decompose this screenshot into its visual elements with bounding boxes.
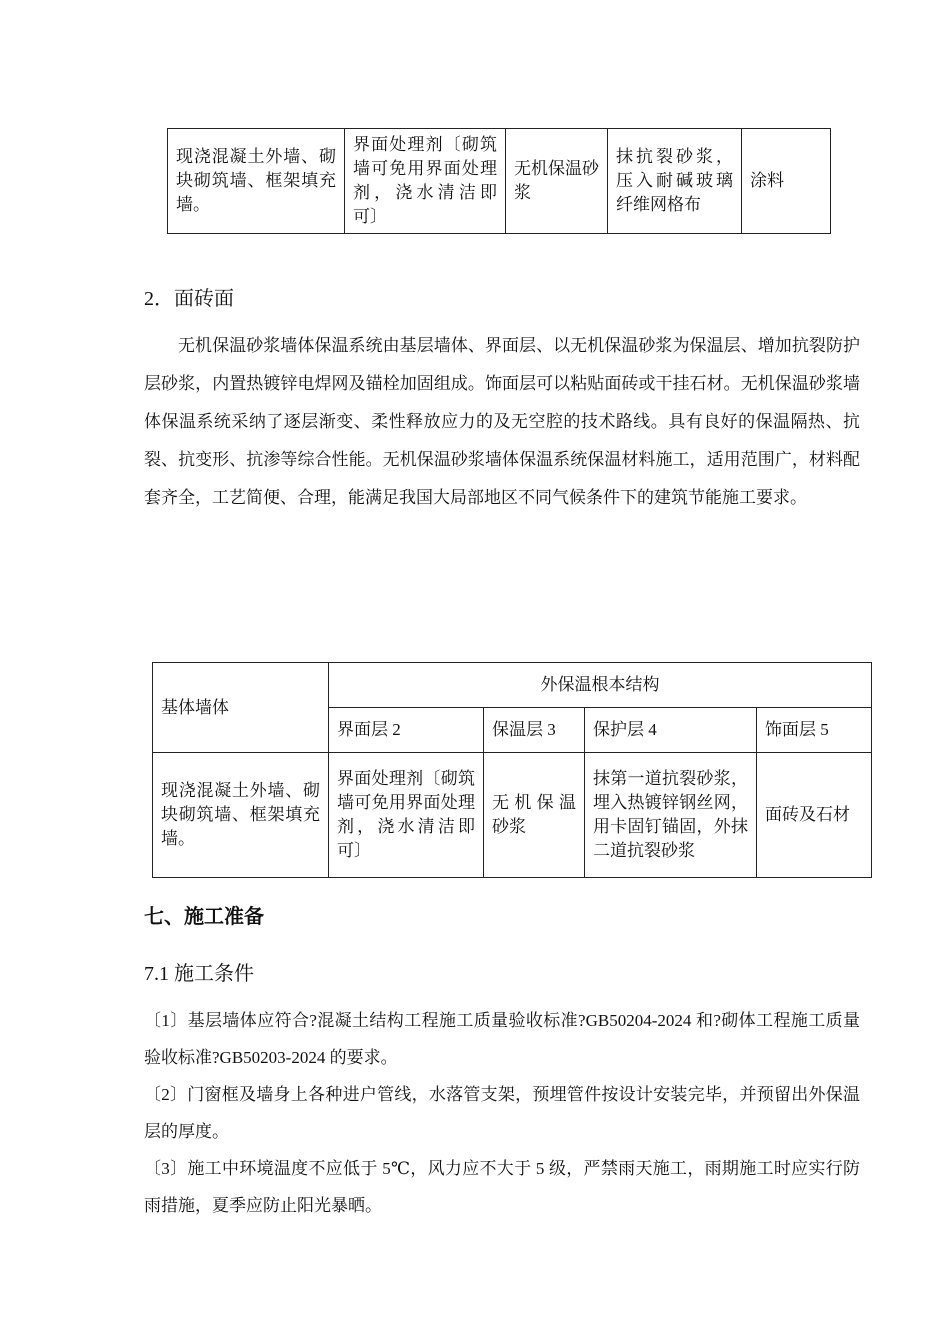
cell-interface: 界面处理剂〔砌筑墙可免用界面处理剂，浇水清洁即可〕 xyxy=(329,753,484,878)
header-interface-layer: 界面层 2 xyxy=(329,708,484,753)
cell-interface: 界面处理剂〔砌筑墙可免用界面处理剂，浇水清洁即可〕 xyxy=(345,129,506,234)
construction-table-coating xyxy=(167,128,831,234)
chapter-heading: 七、施工准备 xyxy=(144,904,264,928)
section-paragraph: 无机保温砂浆墙体保温系统由基层墙体、界面层、以无机保温砂浆为保温层、增加抗裂防护层砂浆，内置热镀锌电焊网及锚栓加固组成。饰面层可以粘贴面砖或干挂石材。无机保温砂浆墙体保温系统采纳了逐层渐变、柔性释放应力的及无空腔的技术路线。具有良好的保温隔热、抗裂、抗变形、抗渗等综合性能。无机保温砂浆墙体保温系统保温材料施工，适用范围广，材料配套齐全，工艺简便、合理，能满足我国大局部地区不同气候条件下的建筑节能施工要求。 xyxy=(144,336,860,507)
construction-table-tile xyxy=(152,662,872,878)
header-finish-layer: 饰面层 5 xyxy=(757,708,872,753)
header-structure-group: 外保温根本结构 xyxy=(329,663,872,708)
cell-finish: 面砖及石材 xyxy=(757,753,872,878)
cell-base-wall: 现浇混凝土外墙、砌块砌筑墙、框架填充墙。 xyxy=(153,753,329,878)
cell-base-wall: 现浇混凝土外墙、砌块砌筑墙、框架填充墙。 xyxy=(168,129,345,234)
header-base-wall: 基体墙体 xyxy=(153,663,329,753)
header-protection-layer: 保护层 4 xyxy=(585,708,757,753)
cell-protection: 抹抗裂砂浆，压入耐碱玻璃纤维网格布 xyxy=(608,129,742,234)
cell-protection: 抹第一道抗裂砂浆，埋入热镀锌钢丝网，用卡固钉锚固，外抹二道抗裂砂浆 xyxy=(585,753,757,878)
cell-finish: 涂料 xyxy=(742,129,831,234)
cell-insulation: 无机保温砂浆 xyxy=(484,753,585,878)
cell-insulation: 无机保温砂浆 xyxy=(506,129,608,234)
condition-item-2: 〔2〕门窗框及墙身上各种进户管线，水落管支架，预埋管件按设计安装完毕，并预留出外保温层的厚度。 xyxy=(144,1085,860,1141)
header-insulation-layer: 保温层 3 xyxy=(484,708,585,753)
section-heading: 2．面砖面 xyxy=(144,288,234,310)
subsection-heading: 7.1 施工条件 xyxy=(144,963,254,985)
condition-item-3: 〔3〕施工中环境温度不应低于 5℃，风力应不大于 5 级，严禁雨天施工，雨期施工时应实行防雨措施，夏季应防止阳光暴晒。 xyxy=(144,1159,860,1215)
condition-item-1: 〔1〕基层墙体应符合?混凝土结构工程施工质量验收标准?GB50204-2024 和?砌体工程施工质量验收标准?GB50203-2024 的要求。 xyxy=(144,1011,860,1067)
